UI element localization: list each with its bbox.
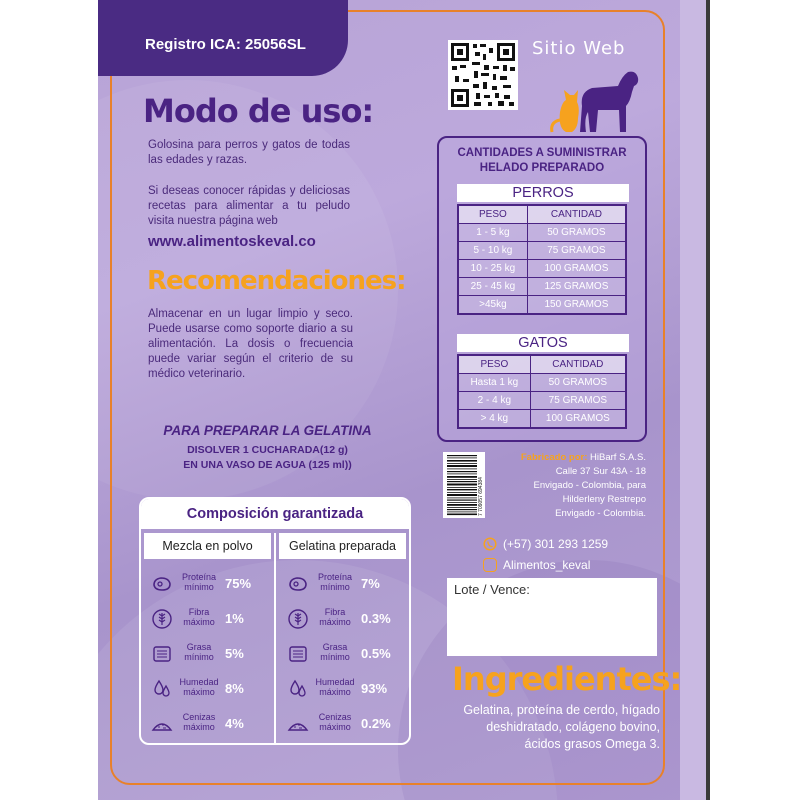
nutrient-name: Humedad bbox=[179, 677, 219, 687]
composition-box bbox=[139, 497, 411, 745]
nutrient-name: Fibra bbox=[188, 607, 210, 617]
meat-icon bbox=[151, 573, 173, 595]
quantities-title bbox=[439, 146, 645, 176]
nutrient-label bbox=[311, 642, 359, 662]
label-fold-edge bbox=[680, 0, 708, 800]
nutrient-value: 4% bbox=[225, 716, 244, 731]
manufacturer-city: Envigado - Colombia, para bbox=[533, 480, 646, 491]
nutrient-value: 75% bbox=[225, 576, 252, 591]
cats-label: GATOS bbox=[457, 334, 629, 352]
nutrient-name: Proteína bbox=[317, 572, 353, 582]
table-row bbox=[458, 242, 626, 260]
manufacturer-label: Fabricado por: bbox=[520, 452, 588, 463]
weight-cell: 2 - 4 kg bbox=[458, 392, 530, 410]
nutrient-qualifier: máximo bbox=[183, 722, 215, 732]
nutrient-qualifier: mínimo bbox=[184, 582, 214, 592]
nutrient-label bbox=[311, 607, 359, 627]
weight-cell: 10 - 25 kg bbox=[458, 260, 527, 278]
client-name: Hilderleny Restrepo bbox=[562, 494, 646, 505]
wheat-icon bbox=[151, 608, 173, 630]
nutrient-row-powder bbox=[151, 709, 271, 739]
table-header-cell: CANTIDAD bbox=[527, 205, 626, 224]
dogs-label: PERROS bbox=[457, 184, 629, 202]
composition-divider bbox=[274, 533, 276, 745]
cats-table bbox=[457, 354, 627, 429]
dogs-table bbox=[457, 204, 627, 315]
instagram-handle: Alimentos_keval bbox=[503, 558, 591, 572]
drops-icon bbox=[151, 678, 173, 700]
ash-icon bbox=[151, 713, 173, 735]
page-edge-strip bbox=[706, 0, 710, 800]
quantities-title-line-2: HELADO PREPARADO bbox=[479, 162, 605, 174]
nutrient-name: Proteína bbox=[181, 572, 217, 582]
client-city: Envigado - Colombia. bbox=[555, 508, 646, 519]
ingredients-title: Ingredientes: bbox=[452, 660, 682, 698]
composition-title: Composición garantizada bbox=[141, 499, 409, 529]
nutrient-qualifier: mínimo bbox=[320, 652, 350, 662]
weight-cell: Hasta 1 kg bbox=[458, 374, 530, 392]
nutrient-qualifier: máximo bbox=[319, 687, 351, 697]
lot-expiry-box bbox=[447, 578, 657, 656]
phone-number: (+57) 301 293 1259 bbox=[503, 537, 609, 551]
table-row bbox=[458, 374, 626, 392]
amount-cell: 50 GRAMOS bbox=[530, 374, 626, 392]
modo-de-uso-text-1: Golosina para perros y gatos de todas las edades y razas. bbox=[148, 139, 350, 166]
table-row bbox=[458, 224, 626, 242]
dog-cat-illustration bbox=[540, 62, 640, 134]
manufacturer-info bbox=[488, 451, 646, 521]
sitio-web-label: Sitio Web bbox=[532, 38, 626, 59]
table-header-cell: PESO bbox=[458, 355, 530, 374]
nutrient-qualifier: mínimo bbox=[320, 582, 350, 592]
nutrient-row-gelatin bbox=[287, 674, 407, 704]
nutrient-row-powder bbox=[151, 674, 271, 704]
table-row bbox=[458, 260, 626, 278]
modo-de-uso-title: Modo de uso: bbox=[143, 92, 374, 130]
nutrient-name: Grasa bbox=[322, 642, 348, 652]
nutrient-label bbox=[175, 712, 223, 732]
nutrient-row-powder bbox=[151, 604, 271, 634]
column-powder: Mezcla en polvo bbox=[144, 533, 271, 559]
recomendaciones-text: Almacenar en un lugar limpio y seco. Puede usarse como soporte diario a su alimentación. La dosis o frecuencia puede variar según el criterio de su médico veterinario. bbox=[148, 308, 353, 380]
preparation-title: PARA PREPARAR LA GELATINA bbox=[163, 423, 372, 438]
barcode-digits: 7 709057 694384 bbox=[478, 477, 484, 516]
recomendaciones-title: Recomendaciones: bbox=[147, 266, 406, 296]
preparation-line-2: EN UNA VASO DE AGUA (125 ml)) bbox=[183, 459, 352, 471]
nutrient-row-powder bbox=[151, 639, 271, 669]
amount-cell: 50 GRAMOS bbox=[527, 224, 626, 242]
lot-expiry-label: Lote / Vence: bbox=[454, 582, 530, 597]
nutrient-name: Fibra bbox=[324, 607, 346, 617]
amount-cell: 150 GRAMOS bbox=[527, 296, 626, 315]
weight-cell: 1 - 5 kg bbox=[458, 224, 527, 242]
table-row bbox=[458, 296, 626, 315]
nutrient-row-powder bbox=[151, 569, 271, 599]
nutrient-row-gelatin bbox=[287, 709, 407, 739]
nutrient-label bbox=[175, 607, 223, 627]
modo-de-uso-text-2: Si deseas conocer rápidas y deliciosas recetas para alimentar a tu peludo visita nuestra página web bbox=[148, 185, 350, 227]
table-header-cell: CANTIDAD bbox=[530, 355, 626, 374]
qr-code[interactable] bbox=[448, 40, 518, 110]
nutrient-name: Grasa bbox=[186, 642, 212, 652]
nutrient-label bbox=[175, 642, 223, 662]
nutrient-label bbox=[175, 572, 223, 592]
table-header-cell: PESO bbox=[458, 205, 527, 224]
phone-contact[interactable] bbox=[483, 537, 608, 551]
wheat-icon bbox=[287, 608, 309, 630]
registro-ica: Registro ICA: 25056SL bbox=[145, 36, 306, 53]
table-header-row bbox=[458, 355, 626, 374]
amount-cell: 100 GRAMOS bbox=[530, 410, 626, 429]
manufacturer-name: HiBarf S.A.S. bbox=[590, 452, 646, 463]
manufacturer-address: Calle 37 Sur 43A - 18 bbox=[555, 466, 646, 477]
instagram-contact[interactable] bbox=[483, 558, 590, 572]
table-row bbox=[458, 410, 626, 429]
table-row bbox=[458, 392, 626, 410]
nutrient-qualifier: máximo bbox=[319, 617, 351, 627]
nutrient-row-gelatin bbox=[287, 604, 407, 634]
nutrient-value: 0.3% bbox=[361, 611, 391, 626]
meat-icon bbox=[287, 573, 309, 595]
website-url[interactable]: www.alimentoskeval.co bbox=[148, 233, 316, 250]
nutrient-row-gelatin bbox=[287, 569, 407, 599]
quantities-table bbox=[437, 136, 647, 442]
nutrient-row-gelatin bbox=[287, 639, 407, 669]
nutrient-value: 8% bbox=[225, 681, 244, 696]
nutrient-qualifier: máximo bbox=[183, 617, 215, 627]
amount-cell: 75 GRAMOS bbox=[530, 392, 626, 410]
barcode bbox=[443, 452, 485, 518]
weight-cell: 5 - 10 kg bbox=[458, 242, 527, 260]
nutrient-qualifier: máximo bbox=[319, 722, 351, 732]
nutrient-label bbox=[311, 572, 359, 592]
weight-cell: 25 - 45 kg bbox=[458, 278, 527, 296]
nutrient-value: 93% bbox=[361, 681, 388, 696]
quantities-title-line-1: CANTIDADES A SUMINISTRAR bbox=[457, 147, 627, 159]
fat-icon bbox=[287, 643, 309, 665]
nutrient-qualifier: máximo bbox=[183, 687, 215, 697]
amount-cell: 75 GRAMOS bbox=[527, 242, 626, 260]
nutrient-value: 0.2% bbox=[361, 716, 391, 731]
nutrient-value: 1% bbox=[225, 611, 244, 626]
preparation-line-1: DISOLVER 1 CUCHARADA(12 g) bbox=[187, 444, 348, 456]
ash-icon bbox=[287, 713, 309, 735]
nutrient-name: Humedad bbox=[315, 677, 355, 687]
table-row bbox=[458, 278, 626, 296]
nutrient-value: 0.5% bbox=[361, 646, 391, 661]
nutrient-label bbox=[175, 677, 223, 697]
table-header-row bbox=[458, 205, 626, 224]
nutrient-qualifier: mínimo bbox=[184, 652, 214, 662]
drops-icon bbox=[287, 678, 309, 700]
nutrient-label bbox=[311, 712, 359, 732]
nutrient-value: 5% bbox=[225, 646, 244, 661]
instagram-icon bbox=[483, 558, 497, 572]
nutrient-value: 7% bbox=[361, 576, 380, 591]
amount-cell: 125 GRAMOS bbox=[527, 278, 626, 296]
amount-cell: 100 GRAMOS bbox=[527, 260, 626, 278]
fat-icon bbox=[151, 643, 173, 665]
nutrient-name: Cenizas bbox=[318, 712, 352, 722]
whatsapp-icon bbox=[483, 537, 497, 551]
column-gelatin: Gelatina preparada bbox=[279, 533, 406, 559]
weight-cell: >45kg bbox=[458, 296, 527, 315]
nutrient-name: Cenizas bbox=[182, 712, 216, 722]
nutrient-label bbox=[311, 677, 359, 697]
ingredients-text: Gelatina, proteína de cerdo, hígado deshidratado, colágeno bovino, ácidos grasos Omega 3. bbox=[463, 703, 660, 751]
weight-cell: > 4 kg bbox=[458, 410, 530, 429]
